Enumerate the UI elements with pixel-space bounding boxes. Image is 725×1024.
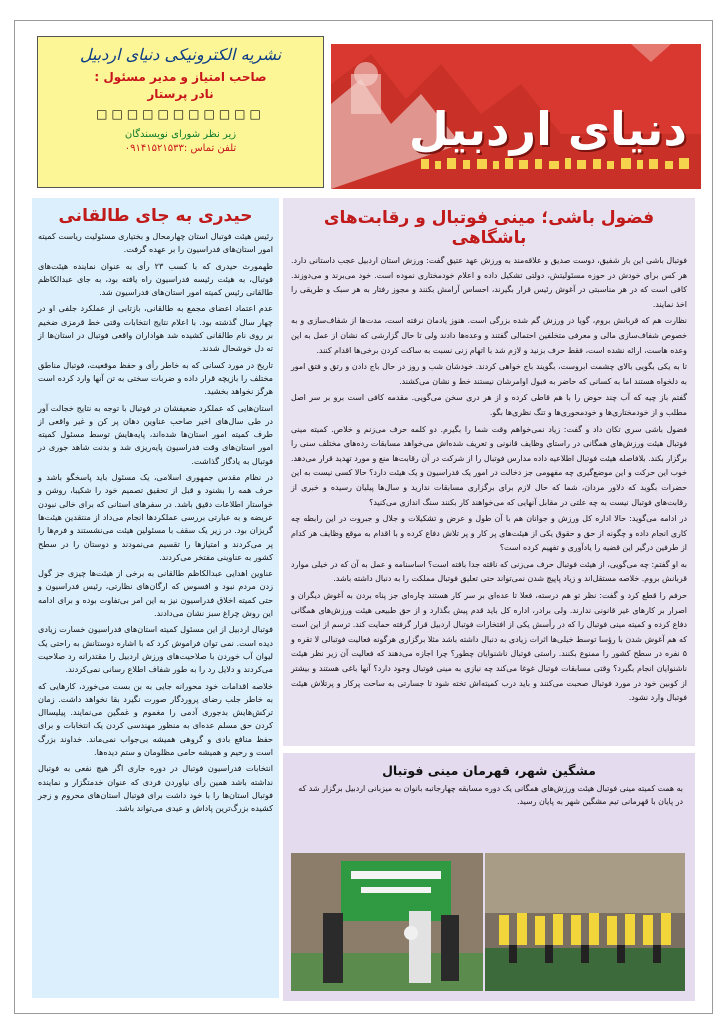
bottom-article: [283, 753, 695, 1001]
main-paragraph: گفتم باز چیه که آب چند حوض را با هم قاطی کرده و از هر دری سخن می‌گویی. مقدمه کافی است برو بر سر اصل مطلب و از خودمختاری‌ها و خودمحوری‌ها و تنگ نظری‌ها بگو.: [291, 393, 687, 417]
award-ceremony-photo: [291, 853, 483, 991]
owner-name: نادر پرستار: [147, 87, 214, 101]
bottom-article-title: مشگین شهر، قهرمان مینی فوتبال: [382, 763, 596, 778]
main-paragraph: فضول باشی سری تکان داد و گفت: زیاد نمی‌خواهم وقت شما را بگیرم. دو کلمه حرف می‌زنم و خلاص. کمیته مینی فوتبال هیئت ورزش‌های همگانی در راستای وظایف قانونی و تعریف شده‌اش می‌خواهد مسابقات رده‌های مختلف سنی را برگزار بکند. بلافاصله هیئت فوتبال اطلاعیه داده مدارس فوتبال را از شرکت در آن رقابت‌ها منع و مورد تهدید قرار می‌دهد. خوب این حرکت و این موضع‌گیری چه مفهومی جز دخالت در امور یک فدراسیون و یک هیئت دارد؟ حالا کسی نیست به این حضرات بگوید که دلاور مردان، شما که حال لازم برای برگزاری مسابقات ندارید و سال‌ها پیلیان رسیده و خبری از رقابت‌های فوتبال نیست به چه علتی در مقابل آنهایی که می‌خواهند کار بکنند سنگ اندازی می‌کنید؟: [291, 424, 687, 507]
publication-info-box: [37, 36, 324, 188]
main-article: [283, 198, 695, 746]
editorial-board-note: زیر نظر شورای نویسندگان: [124, 129, 237, 140]
main-article-body: [291, 254, 687, 706]
main-article-title: فضول باشی؛ مینی فوتبال و رقابت‌های باشگاهی: [323, 208, 655, 248]
main-paragraph: فوتبال باشی این بار شفیق، دوست صدیق و علاقه‌مند به ورزش عهد عتیق گفت: ورزش استان اردبیل عجب داستانی دارد. هر کس برای خودش در حوزه مسئولیتش، دولتی تشکیل داده و اعلام خودمختاری نموده است. خود می‌برند و می‌دوزند. کافی است که در هر مناسبتی در آغوش رئیس قرار بگیرند، احساس آرامش بکنند و مجوز رفتار به هر سبک و طریقی را اخذ نمایند.: [291, 256, 687, 309]
left-paragraph: انتخابات فدراسیون فوتبال در دوره جاری اگر هیچ نفعی به فوتبال نداشته باشد همین رأی نیاوردن فردی که عنوان خدمتگزار و نماینده فوتبال استان‌ها را با خود داشت برای فوتبال استان‌های محروم و زجر کشیده بزرگ‌ترین پاداش و عیدی می‌تواند باشد.: [38, 763, 273, 814]
left-paragraph: عدم اعتماد اعضای مجمع به طالقانی، بازتابی از عملکرد جلفی او در چهار سال گذشته بود. با اعلام نتایج انتخابات وقتی خط قرمزی ضخیم بر روی نام طالقانی کشیده شد هواداران واقعی فوتبال در استان‌ها از ته دل خوشحال شدند.: [38, 303, 273, 354]
left-paragraph: رئیس هیئت فوتبال استان چهارمحال و بختیاری مسئولیت ریاست کمیته امور استان‌های فدراسیون را بر عهده گرفت.: [38, 231, 273, 255]
ornament-glyph-strip: [421, 157, 691, 171]
main-paragraph: نظارت هم که قربانش بروم، گویا در ورزش گم شده بزرگی است. هنوز یادمان نرفته است، مدت‌ها از شفاف‌سازی و به خصوص شفاف‌سازی مالی و معرفی متخلفین احتمالی گفتند و وعده‌ها دادند ولی تا حال گزارشی که نشان از عمل به این وعده هاست، ارائه نشده است، فقط حرف بزنید و لازم شد با اتهام زنی نسبت به ساکت کردن برخی‌ها اقدام کنند.: [291, 316, 687, 355]
left-paragraph: فوتبال اردبیل از این مسئول کمیته استان‌های فدراسیون خسارت زیادی دیده است. نمی‌ توان فراموش کرد که با اشاره دوستانش به راحتی یک لیوان آب خوردن با صلاحیت‌های ورزش اردبیل را مقتدرانه رد صلاحیت می‌کردند و دلایل رد را به طور شفاف اطلاع رسانی نمی‌کردند.: [38, 624, 273, 675]
bottom-article-body: به همت کمیته مینی فوتبال هیئت ورزش‌های همگانی یک دوره مسابقه چهارجانبه بانوان به میزبانی اردبیل برگزار شد که در پایان با قهرمانی تیم مشگین شهر به پایان رسید.: [298, 784, 683, 806]
masthead-title: دنیای اردبیل: [408, 102, 687, 156]
left-article-body: [38, 230, 273, 815]
main-paragraph: حرفم را قطع کرد و گفت: نظر تو هم درسته، فعلا تا عده‌ای بر سر کار هستند چاره‌ای جز پناه بردن به آغوش دیگران و اصرار بر کارهای غیر قانونی ندارند. ولی برادر، اداره کل باید قدم پیش بگذارد و از حق طبیعی هیئت ورزش‌های همگانی دفاع کرده و کمیته مینی فوتبال را که در رأسش یکی از افتخارات فوتبال اردبیل قرار گرفته حمایت کند. ترسم از این است که هم آغوش شدن با رؤسا توسط خیلی‌ها اثرات زیادی به دنبال داشته باشد مثلا برگزاری هرگونه فعالیت فوتبالی لا تقره و ۵ نفره در سطح کشور را ممنوع بکنند. راستی فوتبال ناشنوایان چطور؟ چرا اجازه می‌دهند که فعالیت آن زیر نظر هیئت ناشنوایان انجام بگیرد؟ وقتی مسابقات فوتبال غوغا می‌کند چه نیازی به مینی فوتبال وجود دارد؟ آنها باغی هستند و بیشتر از کوبین خود در مورد فوتبال صحبت می‌کنند و باید درب کمیته‌اش تخته شود تا جسارتی به ساحت پرکار و پرتلاش هیئت فوتبال وارد نشود.: [291, 591, 687, 703]
left-article-title: حیدری به جای طالقانی: [58, 206, 253, 226]
left-paragraph: طهمورث حیدری که با کسب ۲۳ رأی به عنوان نماینده هیئت‌های فوتبال، به هیئت رئیسه فدراسیون راه یافته بود، به جای عبدالکاظم طالقانی رئیس کمیته امور استان‌های فدراسیون شد.: [38, 260, 273, 298]
left-paragraph: در نظام مقدس جمهوری اسلامی، یک مسئول باید پاسخگو باشد و حرف همه را بشنود و قبل از تحقیق تصمیم خود را شکیبا، روشن و خواستار اطلاعات دقیق باشد. در سفرهای استانی که برای خالی نبودن عریضه و به عبارتی بررسی عملکردها انجام می‌داد از منتقدین هیئت‌ها گریزان بود. در زیر یک سقف با مسئولین هیئت می‌نشستند و فرم‌ها را پر می‌کردند و امتیازها را تقسیم می‌نمودند و دوستان را در سطح کشور به عناوینی مفتخر می‌کردند.: [38, 472, 273, 562]
main-paragraph: در ادامه می‌گوید: حالا اداره کل ورزش و جوانان هم با آن طول و عرض و تشکیلات و جلال و جبروت در این رابطه چه کاری انجام داده و چگونه از حق و حقوق یکی از هیئت‌های پر کار و پر تلاش دفاع کرده و با اقدام به موقع وظایف هر کدام از طرفین درگیر این قضیه را یادآوری و تفهیم کرده است؟: [291, 514, 687, 553]
owner-label: صاحب امتیاز و مدیر مسئول :: [94, 70, 267, 84]
left-paragraph: استان‌هایی که عملکرد ضعیفشان در فوتبال با توجه به نتایج خجالت آور در طی سال‌های اخیر صاحب عناوین دهان پر کن و غیر واقعی از طرف کمیته امور استان‌ها شده‌اند، پایه‌هایش توسط مسئول کمیته امور استان‌های وقت فدراسیون پایه‌ریزی شد و بدنت شاهد جوری در فوتبال به یادگار گذاشت.: [38, 402, 273, 466]
left-paragraph: تاریخ در مورد کسانی که به خاطر رأی و حفظ موقعیت، فوتبال مناطق مختلف را بازیچه قرار داده و ضربات سختی به تن آنها وارد کرده است هرگز نخواهد بخشید.: [38, 359, 273, 397]
placeholder-boxes: □□□□□□□□□□□: [96, 107, 265, 121]
main-paragraph: به او گفتم: چه می‌گویی، از هیئت فوتبال حرف می‌زنی که ناقته جدا بافته است؟ اساسنامه و عمل به آن که در خیلی موارد قربانش بروم. خلاصه مستقل‌اند و زیاد پاپیچ شدن نمی‌تواند حتی تعلیق فوتبال مملکت را به دنبال داشته باشد.: [291, 559, 687, 584]
left-paragraph: خلاصه اقدامات خود محورانه جایی به بن بست می‌خورد، کارهایی که به خاطر جلب رضای پروردگار صورت نگیرد بقا نخواهد داشت. زمان ترکش‌هایش بدجوری آدمی را مغموم و غمگین می‌نمایند. پیلیساال کردن حق مسلم عده‌ای به منظور مهندسی کردن یک انتخابات و برای حفظ منافع بادی و گروهی همیشه بی‌جواب نمی‌ماند. خداوند بزرگ است و رحیم و همیشه حامی مظلومان و ستم دیده‌ها.: [38, 680, 273, 757]
contact-phone: تلفن تماس :۰۹۱۴۱۵۲۱۵۳۳: [124, 143, 237, 154]
left-article: [32, 198, 279, 998]
masthead: [331, 44, 701, 189]
main-paragraph: تا به یکی بگویی بالای چشمت ابروست، بگویند باج خواهی کردند. خودشان شب و روز در حال باج دادن و رتق و فتق امور به دلخواه هستند اما به کسانی که حاضر به قبول اوامرشان نیستند خط و نشان می‌کشند.: [291, 362, 687, 386]
publication-name: نشریه الکترونیکی دنیای اردبیل: [79, 45, 282, 64]
team-photo-indoor-court: [485, 853, 685, 991]
left-paragraph: عناوین اهدایی عبدالکاظم طالقانی به برخی از هیئت‌ها چیزی جز گول زدن مردم نبود و افسوس که ارگان‌های نظارتی، رئیس فدراسیون و حتی کمیته اخلاق فدراسیون نیز به این امر بی‌تفاوت بوده و برای ادامه این روش چراغ سبز نشان می‌دادند.: [38, 568, 273, 619]
